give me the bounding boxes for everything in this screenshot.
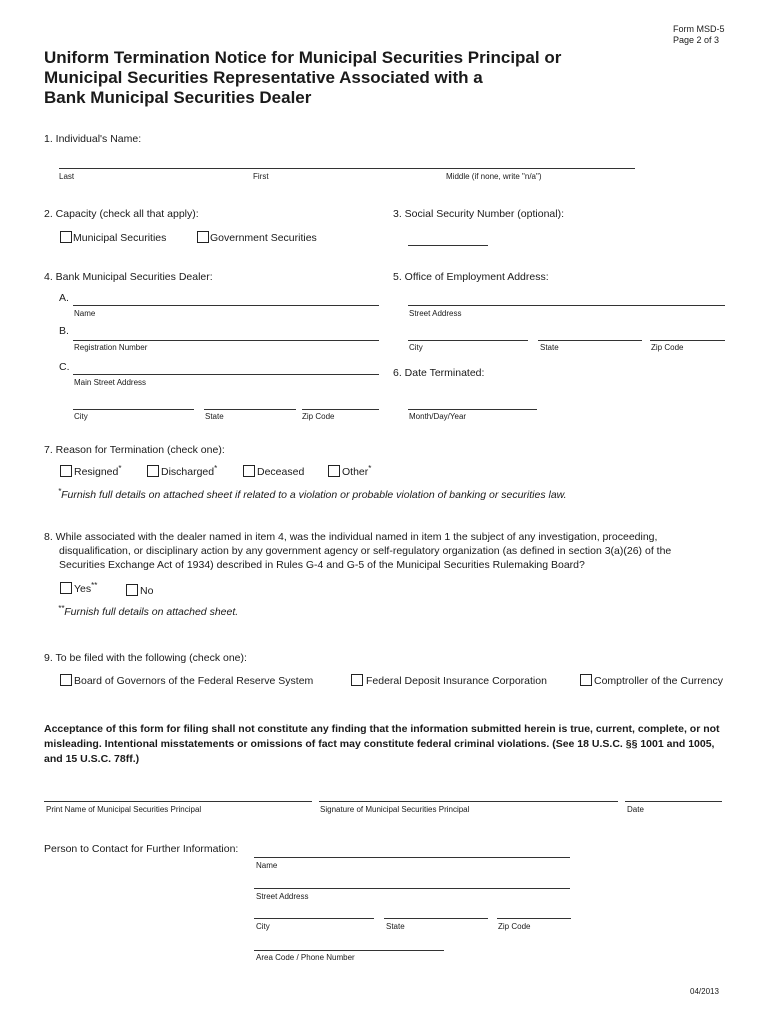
name-input-line[interactable] <box>59 168 635 169</box>
contact-city-line[interactable] <box>254 918 374 919</box>
capacity-government-label: Government Securities <box>210 232 317 244</box>
first-label: First <box>253 172 269 181</box>
contact-city-label: City <box>256 922 270 931</box>
reason-deceased-label: Deceased <box>257 466 305 478</box>
filing-occ-checkbox[interactable] <box>580 674 592 686</box>
registration-number-label: Registration Number <box>74 343 148 352</box>
item4-c: C. <box>59 361 70 373</box>
item6-label: 6. Date Terminated: <box>393 367 485 379</box>
item1-label: 1. Individual's Name: <box>44 133 142 145</box>
date-terminated-line[interactable] <box>408 409 537 410</box>
acceptance-notice: Acceptance of this form for filing shall not constitute any finding that the information submitted herein is true, current, complete, or not misleading. Intentional misstatements or omissions of fact may constitute federal criminal violations. (See 18 U.S.C. §§ 1001 and 1005, and 15 U.S.C. 78ff.) <box>44 723 720 765</box>
item8-yes-checkbox[interactable] <box>60 582 72 594</box>
contact-name-label: Name <box>256 861 278 870</box>
office-state-label: State <box>540 343 559 352</box>
dealer-state-line[interactable] <box>204 409 296 410</box>
sign-date-line[interactable] <box>625 801 722 802</box>
date-terminated-label: Month/Day/Year <box>409 412 467 421</box>
capacity-municipal-label: Municipal Securities <box>73 232 167 244</box>
dealer-state-label: State <box>205 412 224 421</box>
filing-frb-label: Board of Governors of the Federal Reserve System <box>74 675 314 687</box>
reason-discharged-label: Discharged* <box>161 464 218 478</box>
item2-label: 2. Capacity (check all that apply): <box>44 208 199 220</box>
contact-phone-line[interactable] <box>254 950 444 951</box>
print-name-label: Print Name of Municipal Securities Principal <box>46 805 202 814</box>
item8-line-1: 8. While associated with the dealer named in item 4, was the individual named in item 1 the subject of any investigation, proceeding, <box>44 531 658 543</box>
office-zip-label: Zip Code <box>651 343 684 352</box>
reason-other-label: Other* <box>342 464 372 478</box>
contact-zip-label: Zip Code <box>498 922 531 931</box>
item3-label: 3. Social Security Number (optional): <box>393 208 564 220</box>
item4-b: B. <box>59 325 69 337</box>
item8-yes-label: Yes** <box>74 581 98 595</box>
office-state-line[interactable] <box>538 340 642 341</box>
office-city-line[interactable] <box>408 340 528 341</box>
dealer-city-line[interactable] <box>73 409 194 410</box>
ssn-input-line[interactable] <box>408 245 488 246</box>
signature-line[interactable] <box>319 801 618 802</box>
page-number: Page 2 of 3 <box>673 35 720 45</box>
contact-zip-line[interactable] <box>497 918 571 919</box>
contact-street-label: Street Address <box>256 892 309 901</box>
filing-occ-label: Comptroller of the Currency <box>594 675 723 687</box>
office-street-label: Street Address <box>409 309 462 318</box>
title-line-2: Municipal Securities Representative Associated with a <box>44 68 483 87</box>
office-city-label: City <box>409 343 423 352</box>
reason-other-checkbox[interactable] <box>328 465 340 477</box>
item5-label: 5. Office of Employment Address: <box>393 271 549 283</box>
capacity-government-checkbox[interactable] <box>197 231 209 243</box>
item4-label: 4. Bank Municipal Securities Dealer: <box>44 271 213 283</box>
contact-name-line[interactable] <box>254 857 570 858</box>
last-label: Last <box>59 172 75 181</box>
item9-label: 9. To be filed with the following (check one): <box>44 652 247 664</box>
reason-resigned-checkbox[interactable] <box>60 465 72 477</box>
main-street-line[interactable] <box>73 374 379 375</box>
capacity-municipal-checkbox[interactable] <box>60 231 72 243</box>
print-name-line[interactable] <box>44 801 312 802</box>
office-zip-line[interactable] <box>650 340 725 341</box>
dealer-name-label: Name <box>74 309 96 318</box>
form-id: Form MSD-5 <box>673 24 725 34</box>
dealer-zip-line[interactable] <box>302 409 379 410</box>
registration-number-line[interactable] <box>73 340 379 341</box>
title-line-1: Uniform Termination Notice for Municipal Securities Principal or <box>44 48 562 67</box>
revision-date: 04/2013 <box>690 987 719 996</box>
contact-state-label: State <box>386 922 405 931</box>
signature-label: Signature of Municipal Securities Principal <box>320 805 470 814</box>
dealer-name-line[interactable] <box>73 305 379 306</box>
office-street-line[interactable] <box>408 305 725 306</box>
dealer-city-label: City <box>74 412 88 421</box>
contact-street-line[interactable] <box>254 888 570 889</box>
filing-frb-checkbox[interactable] <box>60 674 72 686</box>
filing-fdic-checkbox[interactable] <box>351 674 363 686</box>
dealer-zip-label: Zip Code <box>302 412 335 421</box>
item4-a: A. <box>59 292 69 304</box>
filing-fdic-label: Federal Deposit Insurance Corporation <box>366 675 547 687</box>
contact-label: Person to Contact for Further Information: <box>44 843 239 855</box>
item8-no-checkbox[interactable] <box>126 584 138 596</box>
item7-note: *Furnish full details on attached sheet if related to a violation or probable violation of banking or securities law. <box>58 487 567 501</box>
middle-label: Middle (if none, write "n/a") <box>446 172 542 181</box>
item7-label: 7. Reason for Termination (check one): <box>44 444 225 456</box>
item8-line-2: disqualification, or disciplinary action by any government agency or self-regulatory organization (as defined in section 3(a)(26) of the <box>59 545 672 557</box>
item8-line-3: Securities Exchange Act of 1934) described in Rules G-4 and G-5 of the Municipal Securities Rulemaking Board? <box>59 559 585 571</box>
contact-state-line[interactable] <box>384 918 488 919</box>
contact-phone-label: Area Code / Phone Number <box>256 953 355 962</box>
main-street-label: Main Street Address <box>74 378 147 387</box>
reason-deceased-checkbox[interactable] <box>243 465 255 477</box>
reason-discharged-checkbox[interactable] <box>147 465 159 477</box>
title-line-3: Bank Municipal Securities Dealer <box>44 88 312 107</box>
reason-resigned-label: Resigned* <box>74 464 122 478</box>
item8-no-label: No <box>140 585 154 597</box>
sign-date-label: Date <box>627 805 644 814</box>
item8-note: **Furnish full details on attached sheet. <box>58 604 239 618</box>
